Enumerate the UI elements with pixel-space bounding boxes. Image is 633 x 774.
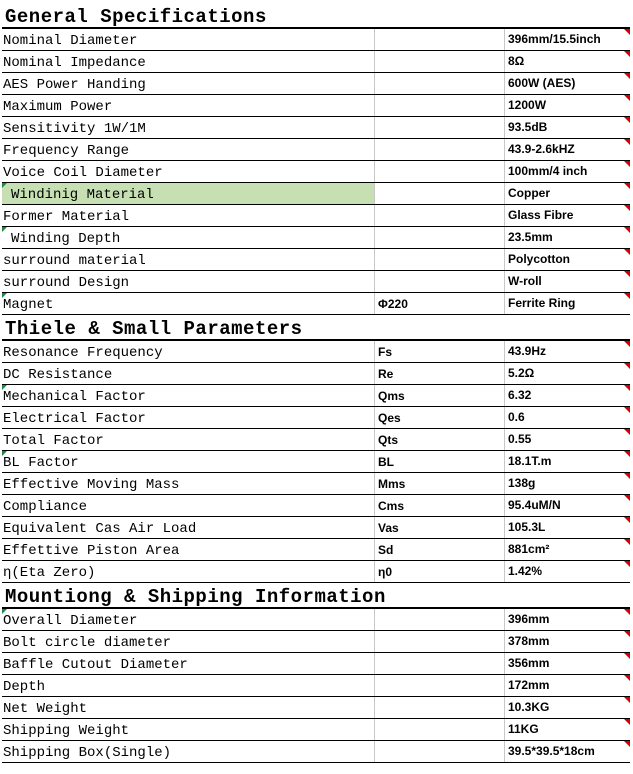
section-title[interactable]: Mountiong & Shipping Information <box>5 586 386 607</box>
spec-value: 396mm <box>508 612 550 626</box>
spec-value-cell[interactable] <box>504 29 630 50</box>
spec-label: surround Design <box>3 275 130 291</box>
comment-indicator-icon[interactable] <box>624 117 630 123</box>
spec-symbol-cell[interactable] <box>374 161 504 182</box>
spec-label-cell[interactable] <box>2 161 374 182</box>
spec-row <box>2 183 630 205</box>
spec-label: Maximum Power <box>3 99 113 115</box>
spec-value-cell[interactable] <box>504 341 630 362</box>
spec-row <box>2 341 630 363</box>
spec-value-cell[interactable] <box>504 719 630 740</box>
comment-indicator-icon[interactable] <box>624 451 630 457</box>
spec-label: Windinig Material <box>11 187 154 203</box>
spec-row <box>2 95 630 117</box>
spec-value: 10.3KG <box>508 700 550 714</box>
spec-symbol: Vas <box>378 521 399 535</box>
spec-label: Effettive Piston Area <box>3 543 180 559</box>
spec-value-cell[interactable] <box>504 161 630 182</box>
spec-row <box>2 117 630 139</box>
spec-symbol-cell[interactable] <box>374 561 504 582</box>
spec-symbol-cell[interactable] <box>374 675 504 696</box>
spec-label: Sensitivity 1W/1M <box>3 121 146 137</box>
spec-symbol-cell[interactable] <box>374 249 504 270</box>
error-indicator-icon <box>2 227 7 232</box>
comment-indicator-icon[interactable] <box>624 341 630 347</box>
comment-indicator-icon[interactable] <box>624 385 630 391</box>
spec-value-cell[interactable] <box>504 609 630 630</box>
spec-symbol-cell[interactable] <box>374 29 504 50</box>
comment-indicator-icon[interactable] <box>624 719 630 725</box>
spec-value-cell[interactable] <box>504 385 630 406</box>
spec-label: Net Weight <box>3 701 88 717</box>
spec-row <box>2 697 630 719</box>
spec-label-cell[interactable] <box>2 183 374 204</box>
spec-value: W-roll <box>508 274 542 288</box>
spec-value: 95.4uM/N <box>508 498 561 512</box>
spec-label: Mechanical Factor <box>3 389 146 405</box>
spec-symbol: Re <box>378 367 394 381</box>
spec-row <box>2 385 630 407</box>
spec-value-cell[interactable] <box>504 363 630 384</box>
spec-label: Equivalent Cas Air Load <box>3 521 197 537</box>
spec-value: 138g <box>508 476 536 490</box>
spec-symbol-cell[interactable] <box>374 697 504 718</box>
spec-label: DC Resistance <box>3 367 113 383</box>
spec-value-cell[interactable] <box>504 205 630 226</box>
spec-row <box>2 363 630 385</box>
spec-value-cell[interactable] <box>504 429 630 450</box>
spec-symbol: Qms <box>378 389 405 403</box>
spec-symbol-cell[interactable] <box>374 539 504 560</box>
spec-label-cell[interactable] <box>2 29 374 50</box>
spec-label-cell[interactable] <box>2 539 374 560</box>
spec-symbol-cell[interactable] <box>374 73 504 94</box>
spec-row <box>2 741 630 763</box>
spec-symbol: Qes <box>378 411 401 425</box>
comment-indicator-icon[interactable] <box>624 271 630 277</box>
spec-symbol-cell[interactable] <box>374 139 504 160</box>
spec-label: Depth <box>3 679 46 695</box>
spec-row <box>2 51 630 73</box>
comment-indicator-icon[interactable] <box>624 227 630 233</box>
spec-row <box>2 609 630 631</box>
spec-label: Total Factor <box>3 433 104 449</box>
spec-value-cell[interactable] <box>504 451 630 472</box>
spec-value: Polycotton <box>508 252 570 266</box>
error-indicator-icon <box>2 183 7 188</box>
spec-symbol-cell[interactable] <box>374 271 504 292</box>
spec-label-cell[interactable] <box>2 227 374 248</box>
spec-value-cell[interactable] <box>504 249 630 270</box>
spec-label: Nominal Diameter <box>3 33 138 49</box>
spec-symbol-cell[interactable] <box>374 741 504 762</box>
spec-label-cell[interactable] <box>2 385 374 406</box>
spec-value-cell[interactable] <box>504 293 630 314</box>
spec-label-cell[interactable] <box>2 719 374 740</box>
spec-row <box>2 161 630 183</box>
comment-indicator-icon[interactable] <box>624 183 630 189</box>
spec-value-cell[interactable] <box>504 473 630 494</box>
spec-value-cell[interactable] <box>504 675 630 696</box>
spec-label-cell[interactable] <box>2 407 374 428</box>
spec-symbol-cell[interactable] <box>374 227 504 248</box>
spec-value-cell[interactable] <box>504 407 630 428</box>
comment-indicator-icon[interactable] <box>624 205 630 211</box>
spec-symbol: Fs <box>378 345 393 359</box>
section-header <box>2 315 630 341</box>
spec-value: 378mm <box>508 634 550 648</box>
spec-label-cell[interactable] <box>2 429 374 450</box>
spec-value-cell[interactable] <box>504 271 630 292</box>
spec-value-cell[interactable] <box>504 697 630 718</box>
spec-symbol: Sd <box>378 543 394 557</box>
spec-symbol-cell[interactable] <box>374 719 504 740</box>
spec-row <box>2 517 630 539</box>
spec-value: Ferrite Ring <box>508 296 576 310</box>
spec-row <box>2 719 630 741</box>
spec-symbol-cell[interactable] <box>374 51 504 72</box>
spec-value: 23.5mm <box>508 230 553 244</box>
section-header <box>2 3 630 29</box>
spec-label-cell[interactable] <box>2 675 374 696</box>
spec-symbol-cell[interactable] <box>374 495 504 516</box>
spec-label-cell[interactable] <box>2 139 374 160</box>
spec-label-cell[interactable] <box>2 609 374 630</box>
spec-value-cell[interactable] <box>504 517 630 538</box>
spec-row <box>2 293 630 315</box>
spec-value: 6.32 <box>508 388 532 402</box>
comment-indicator-icon[interactable] <box>624 539 630 545</box>
spec-value-cell[interactable] <box>504 631 630 652</box>
spec-value: 356mm <box>508 656 550 670</box>
spec-symbol: η0 <box>378 565 393 579</box>
spec-label-cell[interactable] <box>2 631 374 652</box>
spec-value-cell[interactable] <box>504 227 630 248</box>
comment-indicator-icon[interactable] <box>624 741 630 747</box>
comment-indicator-icon[interactable] <box>624 249 630 255</box>
spec-label: AES Power Handing <box>3 77 146 93</box>
spec-sheet <box>2 3 630 763</box>
error-indicator-icon <box>2 293 7 298</box>
spec-label-cell[interactable] <box>2 249 374 270</box>
comment-indicator-icon[interactable] <box>624 675 630 681</box>
spec-label-cell[interactable] <box>2 271 374 292</box>
spec-symbol-cell[interactable] <box>374 293 504 314</box>
comment-indicator-icon[interactable] <box>624 697 630 703</box>
spec-symbol-cell[interactable] <box>374 385 504 406</box>
spec-symbol: Cms <box>378 499 405 513</box>
spec-label-cell[interactable] <box>2 51 374 72</box>
spec-symbol-cell[interactable] <box>374 653 504 674</box>
spec-label-cell[interactable] <box>2 205 374 226</box>
comment-indicator-icon[interactable] <box>624 653 630 659</box>
spec-value-cell[interactable] <box>504 653 630 674</box>
comment-indicator-icon[interactable] <box>624 561 630 567</box>
spec-label-cell[interactable] <box>2 517 374 538</box>
spec-symbol-cell[interactable] <box>374 631 504 652</box>
comment-indicator-icon[interactable] <box>624 139 630 145</box>
spec-label: Shipping Box(Single) <box>3 745 172 761</box>
spec-label-cell[interactable] <box>2 451 374 472</box>
spec-row <box>2 561 630 583</box>
comment-indicator-icon[interactable] <box>624 73 630 79</box>
spec-value-cell[interactable] <box>504 117 630 138</box>
spec-value-cell[interactable] <box>504 73 630 94</box>
spec-value: 1200W <box>508 98 547 112</box>
spec-row <box>2 227 630 249</box>
spec-label-cell[interactable] <box>2 653 374 674</box>
comment-indicator-icon[interactable] <box>624 363 630 369</box>
spec-label: Shipping Weight <box>3 723 130 739</box>
spec-symbol: Qts <box>378 433 399 447</box>
spec-label: Bolt circle diameter <box>3 635 172 651</box>
spec-label-cell[interactable] <box>2 95 374 116</box>
spec-label: Former Material <box>3 209 130 225</box>
section-title[interactable]: Thiele & Small Parameters <box>5 318 303 339</box>
spec-value: 0.6 <box>508 410 525 424</box>
spec-row <box>2 653 630 675</box>
spec-row <box>2 407 630 429</box>
spec-symbol: Mms <box>378 477 406 491</box>
spec-value: 11KG <box>508 722 539 736</box>
spec-label-cell[interactable] <box>2 73 374 94</box>
spec-label-cell[interactable] <box>2 473 374 494</box>
comment-indicator-icon[interactable] <box>624 51 630 57</box>
spec-value-cell[interactable] <box>504 95 630 116</box>
comment-indicator-icon[interactable] <box>624 429 630 435</box>
comment-indicator-icon[interactable] <box>624 631 630 637</box>
spec-symbol-cell[interactable] <box>374 95 504 116</box>
spec-value: 5.2Ω <box>508 366 535 380</box>
spec-value-cell[interactable] <box>504 139 630 160</box>
spec-value: 1.42% <box>508 564 543 578</box>
error-indicator-icon <box>2 609 7 614</box>
spec-label: Compliance <box>3 499 88 515</box>
spec-symbol: Φ220 <box>378 297 408 311</box>
spec-row <box>2 675 630 697</box>
spec-symbol-cell[interactable] <box>374 473 504 494</box>
spec-label: Overall Diameter <box>3 613 138 629</box>
spec-value: Glass Fibre <box>508 208 574 222</box>
spec-row <box>2 29 630 51</box>
spec-label: Baffle Cutout Diameter <box>3 657 188 673</box>
spec-label-cell[interactable] <box>2 293 374 314</box>
spec-value: 105.3L <box>508 520 546 534</box>
spec-row <box>2 631 630 653</box>
spec-row <box>2 249 630 271</box>
spec-label: Resonance Frequency <box>3 345 163 361</box>
spec-symbol-cell[interactable] <box>374 517 504 538</box>
spec-value: 396mm/15.5inch <box>508 32 601 46</box>
spec-label: η(Eta Zero) <box>3 565 96 581</box>
spec-symbol-cell[interactable] <box>374 407 504 428</box>
spec-label: surround material <box>3 253 146 269</box>
spec-symbol-cell[interactable] <box>374 183 504 204</box>
spec-label-cell[interactable] <box>2 117 374 138</box>
spec-label-cell[interactable] <box>2 741 374 762</box>
spec-row <box>2 73 630 95</box>
spec-row <box>2 451 630 473</box>
spec-label: Electrical Factor <box>3 411 146 427</box>
comment-indicator-icon[interactable] <box>624 609 630 615</box>
spec-row <box>2 139 630 161</box>
spec-symbol-cell[interactable] <box>374 341 504 362</box>
spec-label-cell[interactable] <box>2 561 374 582</box>
spec-value-cell[interactable] <box>504 741 630 762</box>
comment-indicator-icon[interactable] <box>624 473 630 479</box>
section-header <box>2 583 630 609</box>
spec-symbol-cell[interactable] <box>374 363 504 384</box>
spec-value: 43.9-2.6kHZ <box>508 142 575 156</box>
comment-indicator-icon[interactable] <box>624 517 630 523</box>
section-title[interactable]: General Specifications <box>5 6 267 27</box>
comment-indicator-icon[interactable] <box>624 407 630 413</box>
spec-value-cell[interactable] <box>504 539 630 560</box>
spec-label: Voice Coil Diameter <box>3 165 163 181</box>
comment-indicator-icon[interactable] <box>624 29 630 35</box>
spec-label: BL Factor <box>3 455 79 471</box>
spec-symbol-cell[interactable] <box>374 451 504 472</box>
spec-value: 39.5*39.5*18cm <box>508 744 595 758</box>
spec-value: 93.5dB <box>508 120 548 134</box>
spec-row <box>2 205 630 227</box>
comment-indicator-icon[interactable] <box>624 95 630 101</box>
spec-value: 8Ω <box>508 54 525 68</box>
spec-label: Magnet <box>3 297 54 313</box>
spec-value: 600W (AES) <box>508 76 576 90</box>
spec-value: 0.55 <box>508 432 532 446</box>
spec-value: 100mm/4 inch <box>508 164 588 178</box>
spec-value: 18.1T.m <box>508 454 552 468</box>
comment-indicator-icon[interactable] <box>624 495 630 501</box>
spec-row <box>2 271 630 293</box>
spec-row <box>2 495 630 517</box>
spec-value: 881cm² <box>508 542 550 556</box>
spec-label: Frequency Range <box>3 143 130 159</box>
spec-value-cell[interactable] <box>504 561 630 582</box>
spec-label-cell[interactable] <box>2 495 374 516</box>
spec-value: 172mm <box>508 678 550 692</box>
error-indicator-icon <box>2 451 7 456</box>
spec-row <box>2 473 630 495</box>
spec-symbol-cell[interactable] <box>374 117 504 138</box>
spec-symbol-cell[interactable] <box>374 609 504 630</box>
error-indicator-icon <box>2 385 7 390</box>
comment-indicator-icon[interactable] <box>624 161 630 167</box>
spec-symbol-cell[interactable] <box>374 429 504 450</box>
spec-label: Effective Moving Mass <box>3 477 180 493</box>
spec-value: Copper <box>508 186 550 200</box>
comment-indicator-icon[interactable] <box>624 293 630 299</box>
spec-row <box>2 539 630 561</box>
spec-value-cell[interactable] <box>504 495 630 516</box>
spec-label: Winding Depth <box>11 231 121 247</box>
spec-symbol: BL <box>378 455 394 469</box>
spec-value-cell[interactable] <box>504 183 630 204</box>
spec-symbol-cell[interactable] <box>374 205 504 226</box>
spec-label-cell[interactable] <box>2 363 374 384</box>
spec-label: Nominal Impedance <box>3 55 146 71</box>
spec-row <box>2 429 630 451</box>
spec-label-cell[interactable] <box>2 341 374 362</box>
spec-value-cell[interactable] <box>504 51 630 72</box>
spec-label-cell[interactable] <box>2 697 374 718</box>
spec-value: 43.9Hz <box>508 344 547 358</box>
